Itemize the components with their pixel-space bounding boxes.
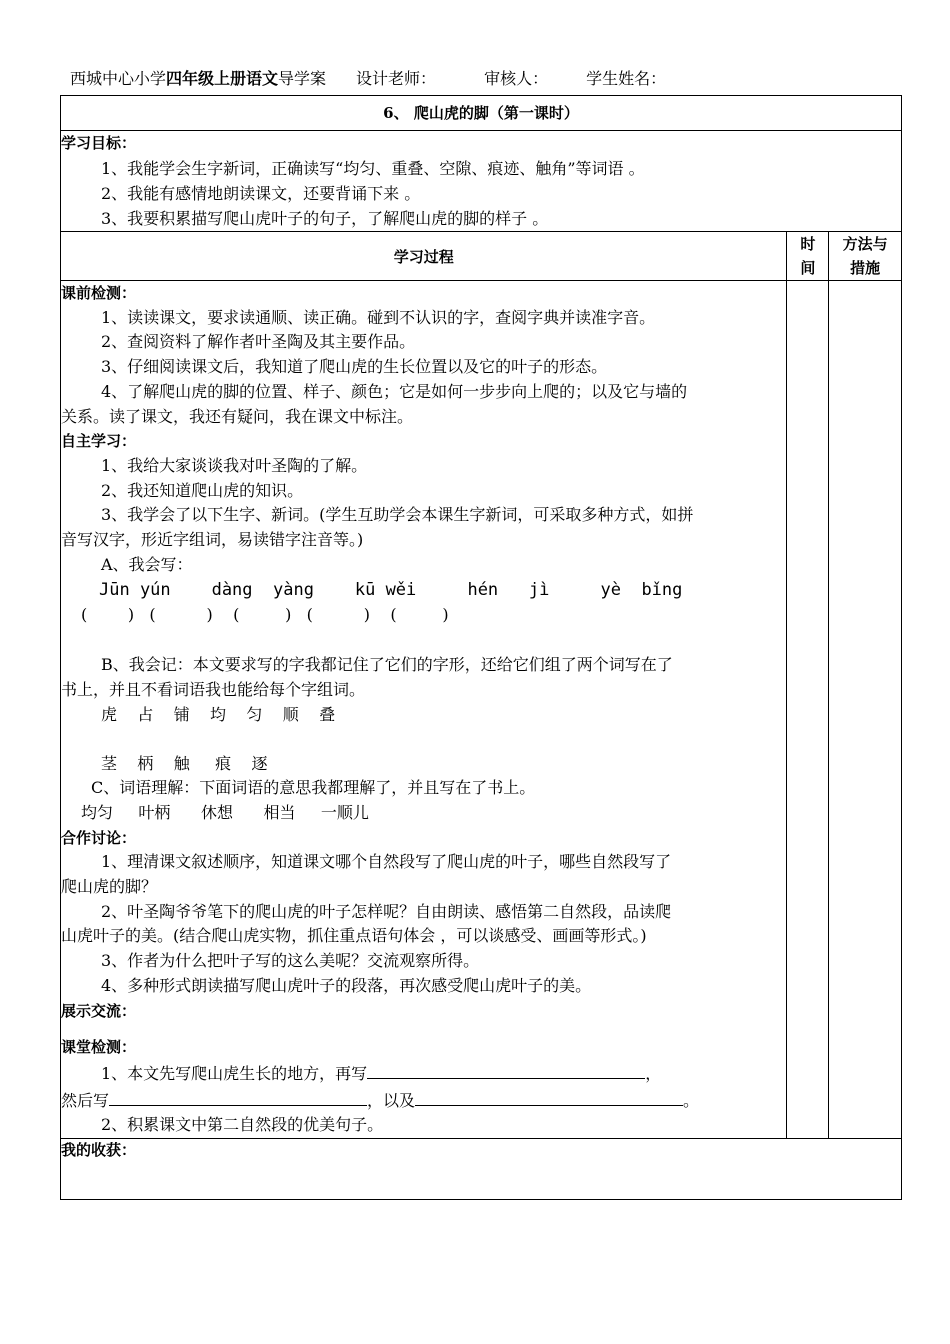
preview-item-cont: 关系。读了课文，我还有疑问，我在课文中标注。	[61, 406, 414, 426]
discussion-item: 2、叶圣陶爷爷笔下的爬山虎的叶子怎样呢？自由朗读、感悟第二自然段，品读爬	[101, 901, 672, 921]
goal-item: 3、我要积累描写爬山虎叶子的句子，了解爬山虎的脚的样子 。	[101, 209, 549, 228]
lesson-title: 6、 爬山虎的脚（第一课时）	[61, 96, 902, 131]
preview-item: 4、了解爬山虎的脚的位置、样子、颜色；它是如何一步步向上爬的；以及它与墙的	[101, 381, 688, 401]
time-column-header: 时 间	[787, 232, 829, 281]
check-question-1-cont: 然后写 ，以及 。	[61, 1087, 786, 1114]
pinyin-row: Jūn yún dàng yàng kū wěi hén jì yè bǐng	[99, 580, 683, 601]
section-b-text: B、我会记：本文要求写的字我都记住了它们的字形，还给它们组了两个词写在了	[101, 655, 673, 675]
learning-goals	[61, 131, 902, 232]
preview-item: 1、读读课文，要求读通顺、读正确。碰到不认识的字，查阅字典并读准字音。	[101, 307, 656, 327]
time-column	[787, 281, 829, 1139]
vocabulary-words: 均匀 叶柄 休想 相当 一顺儿	[81, 802, 369, 822]
section-c-text: C、词语理解：下面词语的意思我都理解了，并且写在了书上。	[91, 778, 536, 798]
page-header	[70, 66, 910, 89]
answer-blank[interactable]	[367, 1060, 645, 1079]
answer-blank[interactable]	[109, 1087, 367, 1106]
self-study-item: 2、我还知道爬山虎的知识。	[101, 480, 304, 500]
discussion-item: 4、多种形式朗读描写爬山虎叶子的段落，再次感受爬山虎叶子的美。	[101, 975, 592, 995]
answer-blank[interactable]	[415, 1087, 683, 1106]
method-column	[829, 281, 902, 1139]
self-study-item: 1、我给大家谈谈我对叶圣陶的了解。	[101, 455, 368, 475]
check-question-2: 2、积累课文中第二自然段的优美句子。	[101, 1115, 384, 1135]
preview-heading: 课前检测：	[61, 284, 137, 302]
discussion-item: 1、理清课文叙述顺序，知道课文哪个自然段写了爬山虎的叶子，哪些自然段写了	[101, 852, 672, 872]
grade-subject: 四年级上册语文	[166, 69, 279, 88]
discussion-item: 3、作者为什么把叶子写的这么美呢？交流观察所得。	[101, 951, 480, 971]
section-a-label: A、我会写：	[101, 554, 193, 574]
self-study-item: 3、我学会了以下生字、新词。(学生互助学会本课生字新词，可采取多种方式，如拼	[101, 505, 694, 525]
show-heading: 展示交流：	[61, 1001, 137, 1020]
process-content	[61, 281, 787, 1139]
character-row: 茎 柄 触 痕 逐	[101, 753, 268, 773]
discussion-item-cont: 爬山虎的脚？	[61, 877, 158, 897]
harvest-heading: 我的收获：	[61, 1141, 137, 1160]
self-study-heading: 自主学习：	[61, 432, 137, 451]
harvest-section[interactable]	[61, 1139, 902, 1200]
character-row: 虎 占 铺 均 匀 顺 叠	[101, 704, 336, 724]
method-column-header: 方法与 措施	[829, 232, 902, 281]
preview-item: 2、查阅资料了解作者叶圣陶及其主要作品。	[101, 332, 416, 352]
process-column-header: 学习过程	[61, 232, 787, 281]
goal-item: 2、我能有感情地朗读课文，还要背诵下来 。	[101, 184, 421, 203]
check-question-1: 1、本文先写爬山虎生长的地方，再写 ，	[61, 1060, 786, 1087]
goals-heading: 学习目标：	[61, 134, 137, 152]
check-heading: 课堂检测：	[61, 1038, 137, 1057]
discussion-heading: 合作讨论：	[61, 828, 137, 847]
worksheet-table	[60, 95, 902, 1200]
doc-type: 导学案	[278, 69, 327, 88]
goal-item: 1、我能学会生字新词，正确读写“均匀、重叠、空隙、痕迹、触角”等词语 。	[101, 159, 645, 178]
self-study-item-cont: 音写汉字，形近字组词，易读错字注音等。)	[61, 530, 364, 550]
student-name-label: 学生姓名：	[586, 69, 667, 88]
reviewer-label: 审核人：	[484, 69, 549, 88]
designer-label: 设计老师：	[356, 69, 437, 88]
section-b-text-cont: 书上，并且不看词语我也能给每个字组词。	[61, 680, 366, 700]
preview-item: 3、仔细阅读课文后，我知道了爬山虎的生长位置以及它的叶子的形态。	[101, 357, 608, 377]
answer-brackets[interactable]: ( ) ( ) ( ) ( ) ( )	[81, 605, 449, 625]
school-name: 西城中心小学	[70, 69, 167, 88]
discussion-item-cont: 山虎叶子的美。(结合爬山虎实物，抓住重点语句体会 ，可以谈感受、画画等形式。)	[61, 926, 647, 946]
